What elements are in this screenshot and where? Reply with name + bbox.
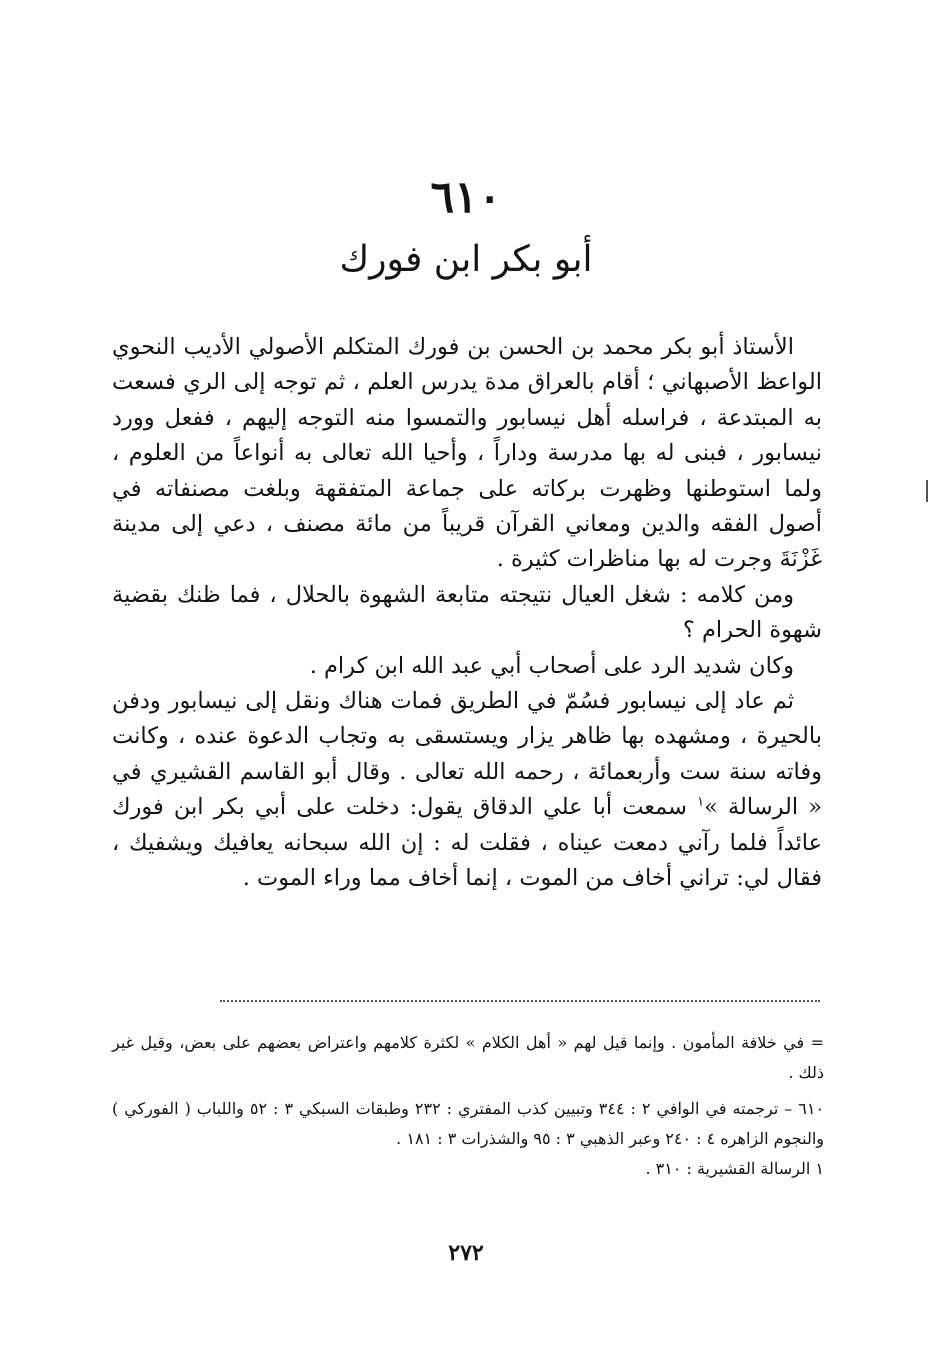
footnotes	[112, 1028, 824, 1184]
entry-number: ٦١٠	[430, 172, 502, 223]
entry-title: أبو بكر ابن فورك	[339, 239, 593, 280]
footnote-separator	[220, 1000, 820, 1002]
quote-paragraph: ومن كلامه : شغل العيال نتيجته متابعة الشهوة بالحلال ، فما ظنك بقضية شهوة الحرام ؟	[112, 581, 822, 644]
margin-mark	[926, 480, 928, 502]
footnote-entry-610: ٦١٠ – ترجمته في الوافي ٢ : ٣٤٤ وتبيين كذب المفتري : ٢٣٢ وطبقات السبكي ٣ : ٥٢ واللباب ( الفوركي ) والنجوم الزاهره ٤ : ٢٤٠ وعبر الذهبي ٣ : ٩٥ والشذرات ٣ : ١٨١ .	[112, 1099, 825, 1148]
refutation-paragraph: وكان شديد الرد على أصحاب أبي عبد الله ابن كرام .	[309, 652, 794, 679]
footnote-1: ١ الرسالة القشيرية : ٣١٠ .	[645, 1159, 824, 1178]
footnote-continued: = في خلافة المأمون . وإنما قيل لهم « أهل الكلام » لكثرة كلامهم واعتراض بعضهم على بعض، وقيل غير ذلك .	[112, 1033, 824, 1082]
death-text-part2: سمعت أبا علي الدقاق يقول: دخلت على أبي بكر ابن فورك عائداً فلما رآني دمعت عيناه ، فقلت له : إن الله سبحانه يعافيك ويشفيك ، فقال لي: تراني أخاف من الموت ، إنما أخاف مما وراء الموت .	[112, 794, 822, 892]
main-text	[112, 330, 822, 897]
page-number: ٢٧٢	[448, 1240, 484, 1266]
biography-paragraph: الأستاذ أبو بكر محمد بن الحسن بن فورك المتكلم الأصولي الأديب النحوي الواعظ الأصبهاني ؛ أقام بالعراق مدة يدرس العلم ، ثم توجه إلى الري فسعت به المبتدعة ، فراسله أهل نيسابور والتمسوا منه التوجه إليهم ، ففعل وورد نيسابور ، فبنى له بها مدرسة وداراً ، وأحيا الله تعالى به أنواعاً من العلوم ، ولما استوطنها وظهرت بركاته على جماعة المتفقهة وبلغت مصنفاته في أصول الفقه والدين ومعاني القرآن قريباً من مائة مصنف ، دعي إلى مدينة غَزْنَةَ وجرت له بها مناظرات كثيرة .	[112, 334, 822, 573]
death-paragraph	[112, 684, 822, 896]
death-text-part1: ثم عاد إلى نيسابور فسُمّ في الطريق فمات هناك ونقل إلى نيسابور ودفن بالحيرة ، ومشهده بها ظاهر يزار ويستسقى به وتجاب الدعوة عنده ، وكانت وفاته سنة ست وأربعمائة ، رحمه الله تعالى . وقال أبو القاسم القشيري في « الرسالة »	[112, 688, 822, 821]
footnote-reference[interactable]: ١	[697, 794, 705, 810]
